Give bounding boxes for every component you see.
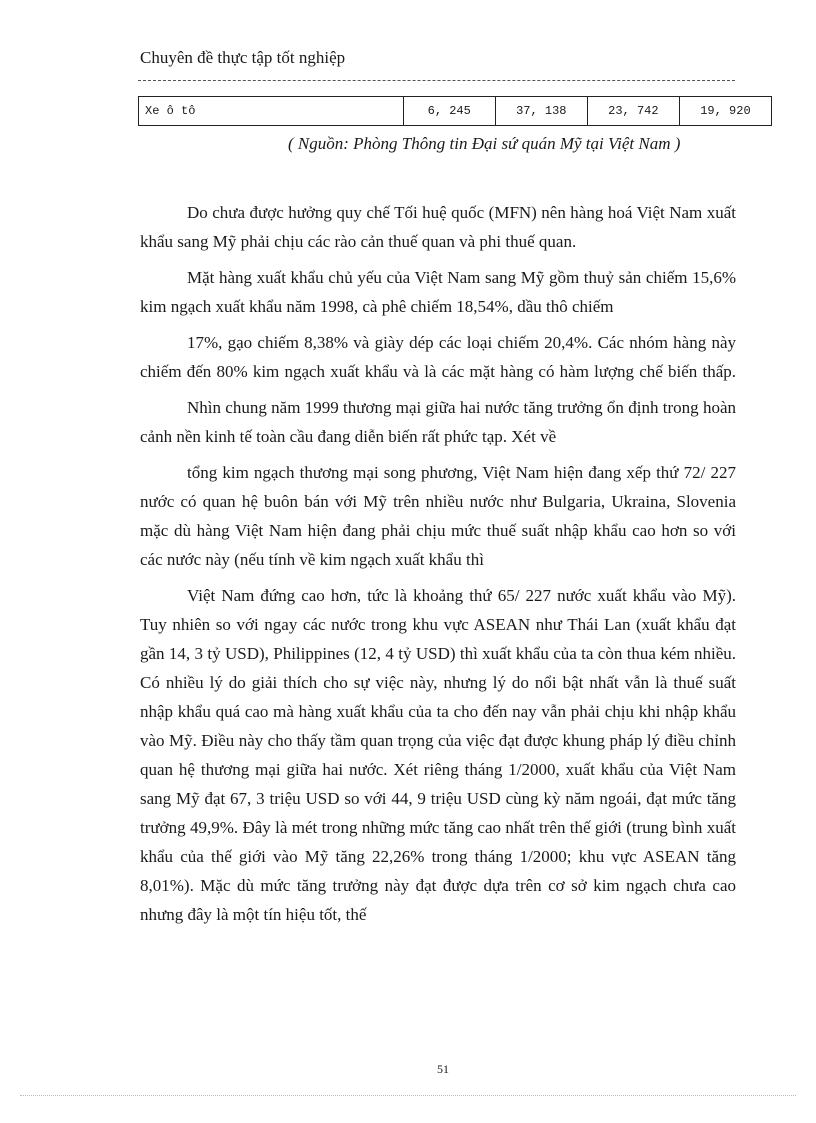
paragraph: Do chưa được hưởng quy chế Tối huệ quốc (MFN) nên hàng hoá Việt Nam xuất khẩu sang Mỹ phải chịu các rào cản thuế quan và phi thuế quan. [140, 203, 736, 251]
table-source-note: ( Nguồn: Phòng Thông tin Đại sứ quán Mỹ tại Việt Nam ) [288, 134, 681, 153]
footer-divider [20, 1095, 796, 1096]
paragraph: 17%, gạo chiếm 8,38% và giày dép các loại chiếm 20,4%. Các nhóm hàng này chiếm đến 80% kim ngạch xuất khẩu và là các mặt hàng có hàm lượng chế biến thấp. [140, 333, 736, 381]
paragraph: Việt Nam đứng cao hơn, tức là khoảng thứ 65/ 227 nước xuất khẩu vào Mỹ). Tuy nhiên so với ngay các nước trong khu vực ASEAN như Thái Lan (xuất khẩu đạt gần 14, 3 tỷ USD), Philippines (12, 4 tỷ USD) thì xuất khẩu của ta còn thua kém nhiều. Có nhiều lý do giải thích cho sự việc này, nhưng lý do nổi bật nhất vẫn là thuế suất nhập khẩu quá cao mà hàng xuất khẩu của ta cho đến nay vẫn phải chịu khi nhập khẩu vào Mỹ. Điều này cho thấy tầm quan trọng của việc đạt được khung pháp lý điều chỉnh quan hệ thương mại giữa hai nước. Xét riêng tháng 1/2000, xuất khẩu của Việt Nam sang Mỹ đạt 67, 3 triệu USD so với 44, 9 triệu USD cùng kỳ năm ngoái, đạt mức tăng trưởng 49,9%. Đây là mét trong những mức tăng cao nhất trên thế giới (trung bình xuất khẩu của thế giới vào Mỹ tăng 22,26% trong tháng 1/2000; khu vực ASEAN tăng 8,01%). Mặc dù mức tăng trưởng này đạt được dựa trên cơ sở kim ngạch chưa cao nhưng đây là một tín hiệu tốt, thế [140, 586, 736, 924]
paragraph: Nhìn chung năm 1999 thương mại giữa hai nước tăng trưởng ổn định trong hoàn cảnh nền kinh tế toàn cầu đang diễn biến rất phức tạp. Xét về [140, 398, 736, 446]
table-cell-value: 37, 138 [495, 97, 587, 126]
table-row [139, 97, 772, 126]
page-header-title: Chuyên đề thực tập tốt nghiệp [140, 48, 346, 67]
table-cell-label: Xe ô tô [139, 97, 404, 126]
header-divider [138, 80, 735, 81]
data-table-fragment [138, 96, 772, 126]
table-cell-value: 6, 245 [403, 97, 495, 126]
body-text [140, 198, 736, 936]
page-number: 51 [437, 1062, 449, 1076]
table-cell-value: 23, 742 [587, 97, 679, 126]
paragraph: tổng kim ngạch thương mại song phương, Việt Nam hiện đang xếp thứ 72/ 227 nước có quan hệ buôn bán với Mỹ trên nhiều nước như Bulgaria, Ukraina, Slovenia mặc dù hàng Việt Nam hiện đang phải chịu mức thuế suất nhập khẩu cao hơn so với các nước này (nếu tính về kim ngạch xuất khẩu thì [140, 463, 736, 569]
table-cell-value: 19, 920 [679, 97, 771, 126]
paragraph: Mặt hàng xuất khẩu chủ yếu của Việt Nam sang Mỹ gồm thuỷ sản chiếm 15,6% kim ngạch xuất khẩu năm 1998, cà phê chiếm 18,54%, dầu thô chiếm [140, 268, 736, 316]
